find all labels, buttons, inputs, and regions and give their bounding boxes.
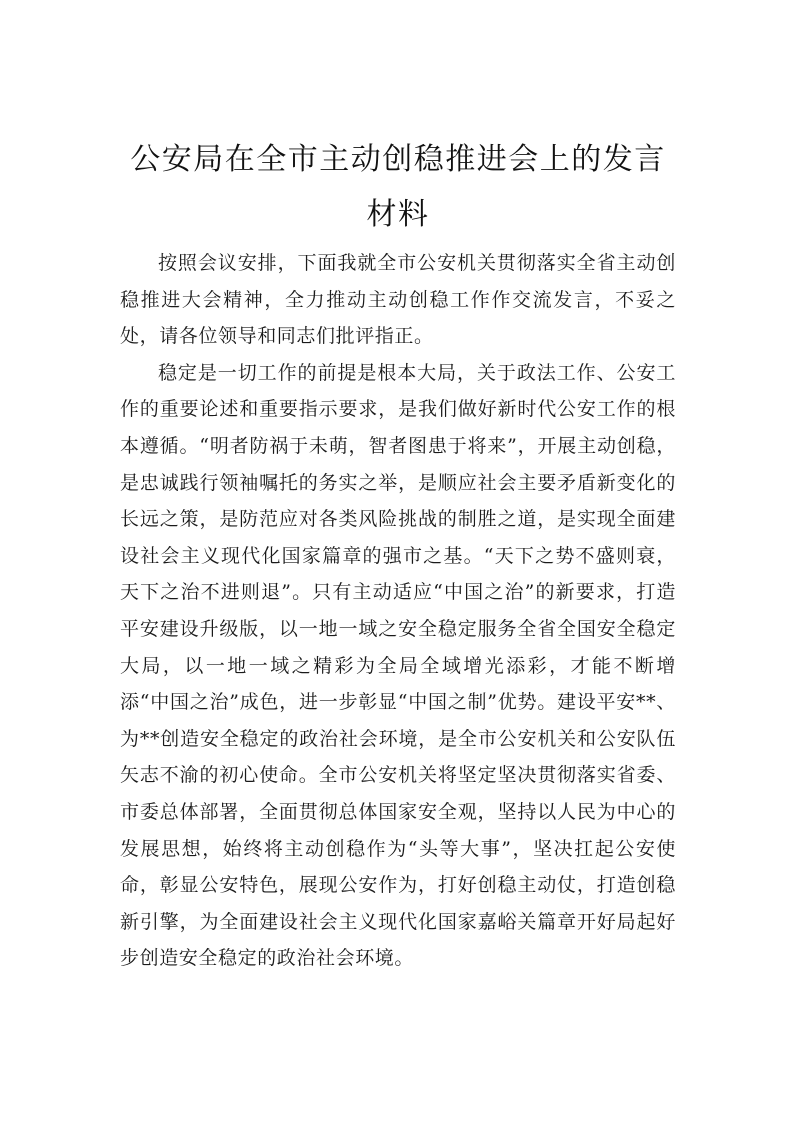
document-title: 公安局在全市主动创稳推进会上的发言材料	[130, 142, 666, 232]
paragraph-opening: 按照会议安排，下面我就全市公安机关贯彻落实全省主动创稳推进大会精神，全力推动主动创稳工作作交流发言，不妥之处，请各位领导和同志们批评指正。	[120, 252, 676, 348]
paragraph-stability: 稳定是一切工作的前提是根本大局，关于政法工作、公安工作的重要论述和重要指示要求，是我们做好新时代公安工作的根本遵循。“明者防祸于未萌，智者图患于将来”，开展主动创稳，是忠诚践行领袖嘱托的务实之举，是顺应社会主要矛盾新变化的长远之策，是防范应对各类风险挑战的制胜之道，是实现全面建设社会主义现代化国家篇章的强市之基。“天下之势不盛则衰，天下之治不进则退”。只有主动适应“中国之治”的新要求，打造平安建设升级版，以一地一域之安全稳定服务全省全国安全稳定大局，以一地一域之精彩为全局全域增光添彩，才能不断增添“中国之治”成色，进一步彰显“中国之制”优势。建设平安**、为**创造安全稳定的政治社会环境，是全市公安机关和公安队伍矢志不渝的初心使命。全市公安机关将坚定坚决贯彻落实省委、市委总体部署，全面贯彻总体国家安全观，坚持以人民为中心的发展思想，始终将主动创稳作为“头等大事”，坚决扛起公安使命，彰显公安特色，展现公安作为，打好创稳主动仗，打造创稳新引擎，为全面建设社会主义现代化国家嘉峪关篇章开好局起好步创造安全稳定的政治社会环境。	[120, 361, 676, 970]
document-body	[120, 245, 676, 977]
